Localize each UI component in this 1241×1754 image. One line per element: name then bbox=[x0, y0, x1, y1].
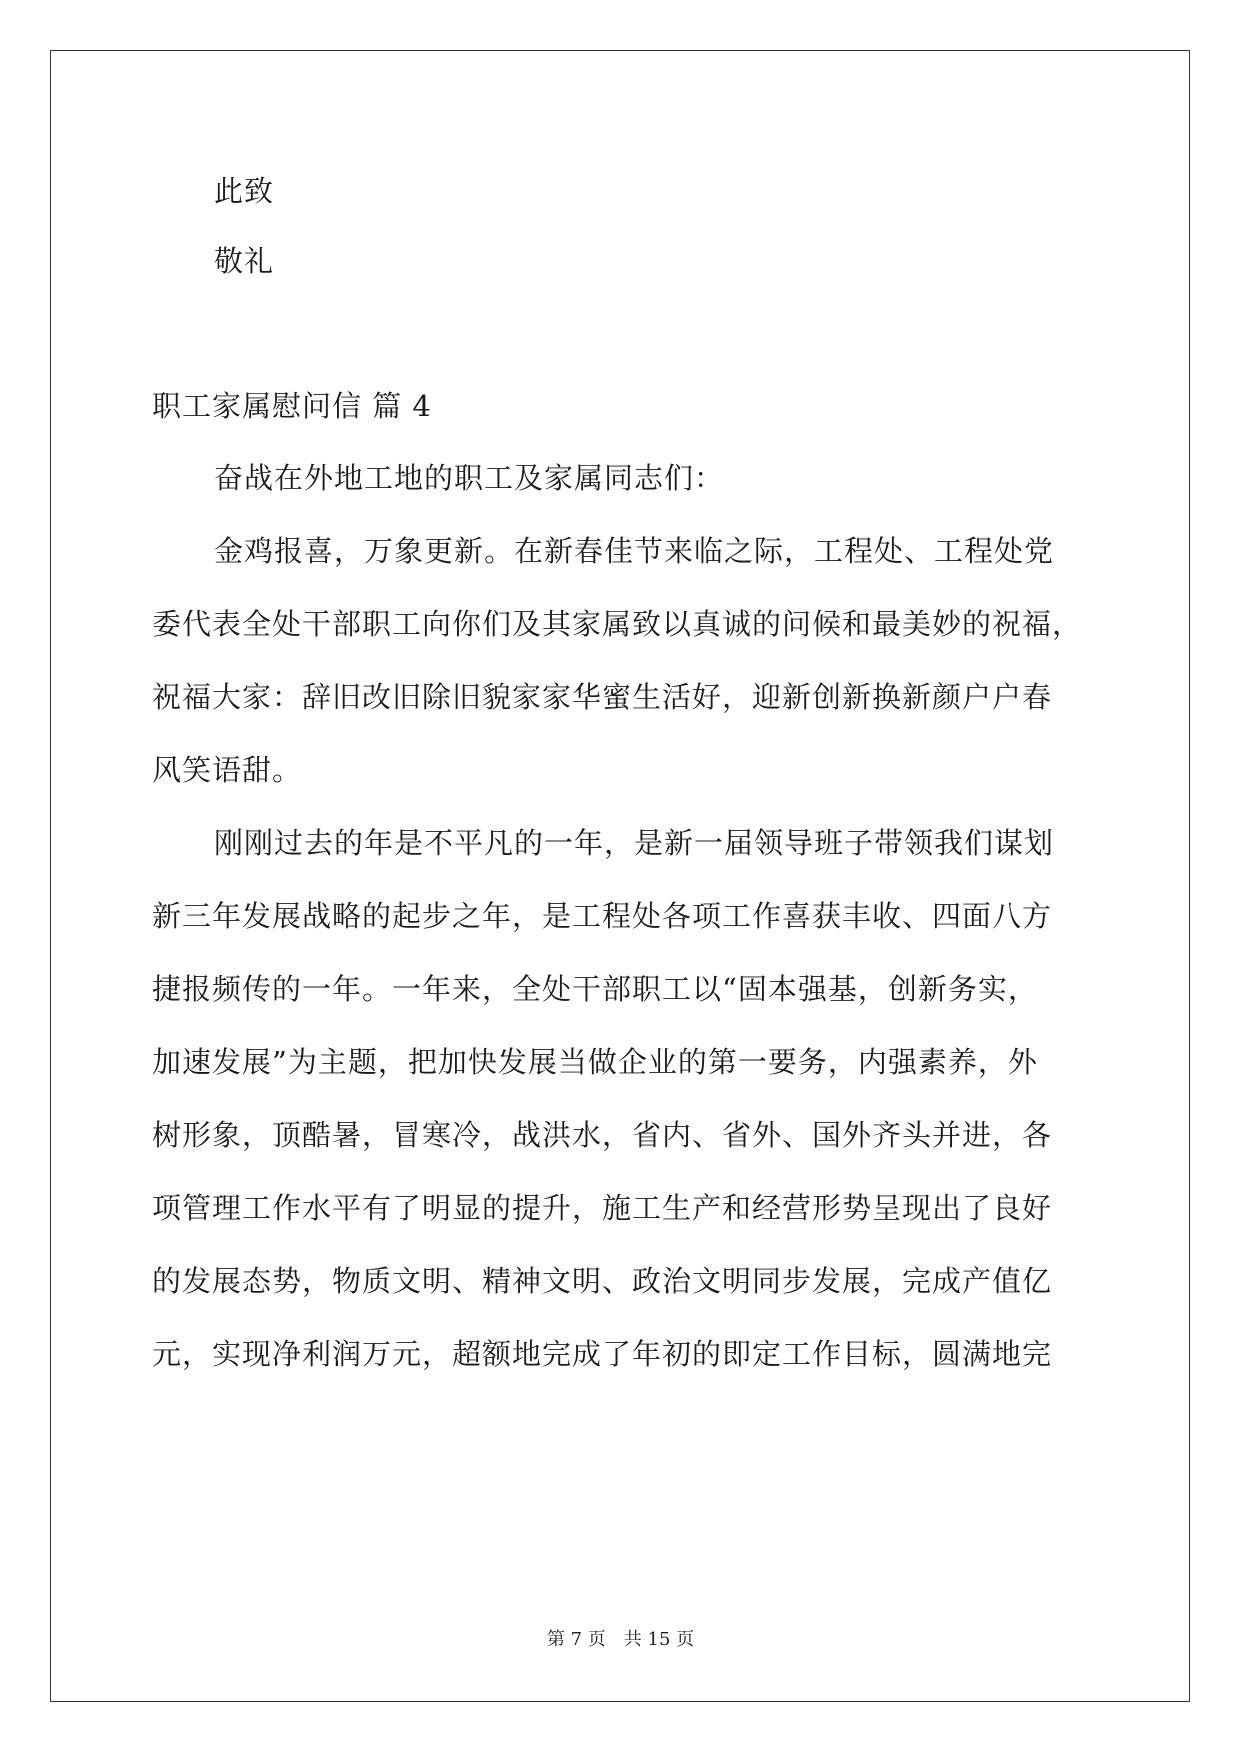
paragraph-2-line-7: 的发展态势，物质文明、精神文明、政治文明同步发展，完成产值亿 bbox=[152, 1264, 1053, 1298]
salutation: 奋战在外地工地的职工及家属同志们： bbox=[214, 461, 725, 495]
page-total: 共 15 页 bbox=[623, 1629, 695, 1650]
paragraph-2-line-4: 加速发展”为主题，把加快发展当做企业的第一要务，内强素养，外 bbox=[152, 1045, 1038, 1079]
paragraph-2-line-5: 树形象，顶酷暑，冒寒冷，战洪水，省内、省外、国外齐头并进，各 bbox=[152, 1118, 1053, 1152]
paragraph-2-line-3: 捷报频传的一年。一年来，全处干部职工以“固本强基，创新务实， bbox=[152, 972, 1038, 1006]
paragraph-2-line-8: 元，实现净利润万元，超额地完成了年初的即定工作目标，圆满地完 bbox=[152, 1337, 1053, 1371]
closing-line-1: 此致 bbox=[214, 174, 275, 208]
paragraph-2-line-2: 新三年发展战略的起步之年，是工程处各项工作喜获丰收、四面八方 bbox=[152, 899, 1053, 933]
page-border bbox=[50, 50, 1190, 1702]
paragraph-1-line-3: 祝福大家：辞旧改旧除旧貌家家华蜜生活好，迎新创新换新颜户户春 bbox=[152, 680, 1053, 714]
page-number: 第 7 页 bbox=[546, 1629, 606, 1650]
closing-line-2: 敬礼 bbox=[214, 244, 275, 278]
paragraph-1-line-4: 风笑语甜。 bbox=[152, 753, 303, 787]
paragraph-1-line-1: 金鸡报喜，万象更新。在新春佳节来临之际，工程处、工程处党 bbox=[214, 534, 1055, 568]
section-heading: 职工家属慰问信 篇 4 bbox=[152, 389, 432, 423]
paragraph-1-line-2: 委代表全处干部职工向你们及其家属致以真诚的问候和最美妙的祝福， bbox=[152, 607, 1083, 641]
paragraph-2-line-1: 刚刚过去的年是不平凡的一年，是新一届领导班子带领我们谋划 bbox=[214, 826, 1055, 860]
page-footer bbox=[0, 1628, 1241, 1652]
paragraph-2-line-6: 项管理工作水平有了明显的提升，施工生产和经营形势呈现出了良好 bbox=[152, 1191, 1053, 1225]
